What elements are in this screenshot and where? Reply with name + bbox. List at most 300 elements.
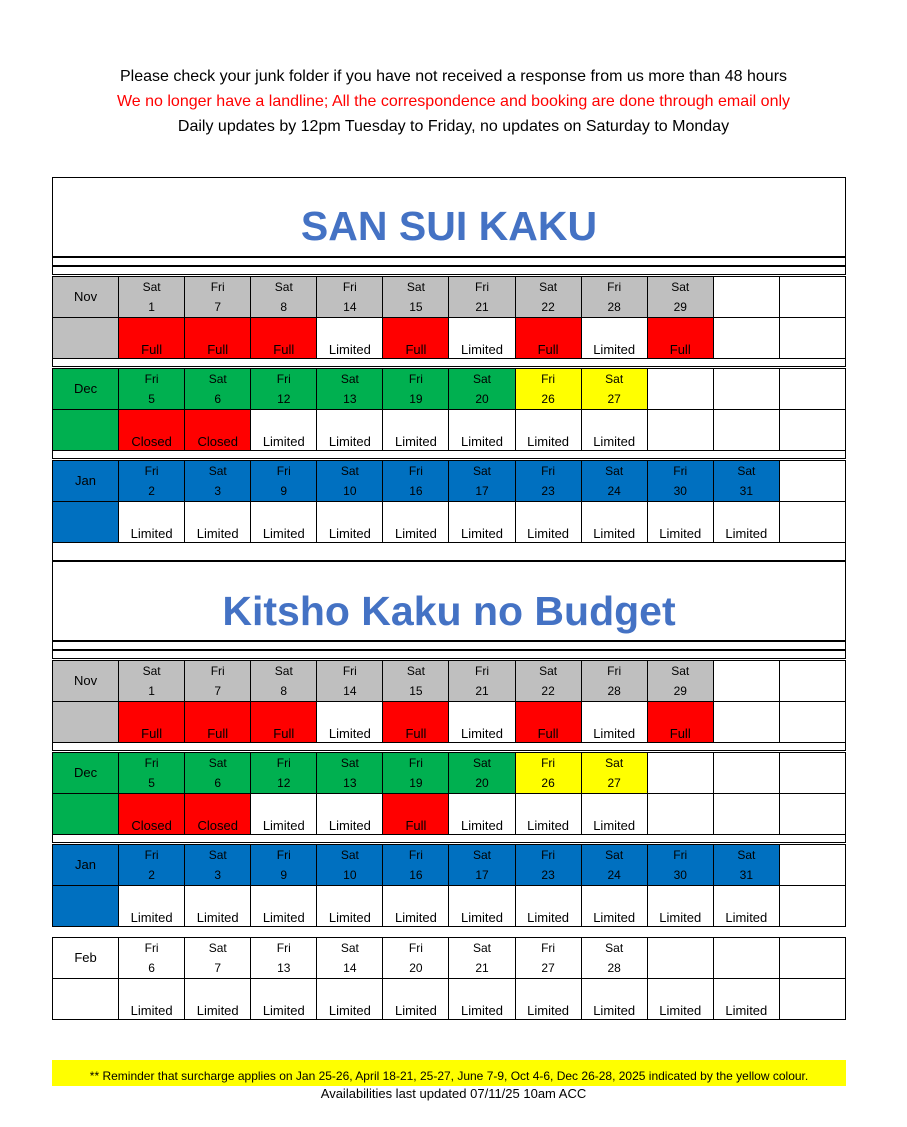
day-of-week: Fri xyxy=(276,756,291,770)
status-cell xyxy=(647,702,713,743)
status-label: Limited xyxy=(593,1003,636,1018)
day-number: 30 xyxy=(673,484,687,498)
status-label: Closed xyxy=(131,434,172,449)
status-label: Limited xyxy=(328,342,371,357)
status-cell xyxy=(119,794,185,835)
empty-cell xyxy=(713,702,779,743)
day-number: 31 xyxy=(739,868,753,882)
status-cell xyxy=(581,979,647,1020)
status-label: Limited xyxy=(461,1003,503,1018)
status-label: Limited xyxy=(461,526,503,541)
status-cell xyxy=(251,410,317,451)
status-label: Limited xyxy=(461,910,503,925)
status-cell xyxy=(449,794,515,835)
status-label: Limited xyxy=(130,910,173,925)
empty-cell xyxy=(779,318,845,359)
status-cell xyxy=(647,318,713,359)
day-number: 20 xyxy=(475,392,489,406)
day-of-week: Sat xyxy=(473,464,492,478)
status-label: Limited xyxy=(593,910,636,925)
status-label: Limited xyxy=(725,1003,768,1018)
day-of-week: Fri xyxy=(408,756,423,770)
section-spacer xyxy=(52,542,846,561)
day-number: 10 xyxy=(343,484,357,498)
date-cell xyxy=(449,753,515,794)
status-label: Limited xyxy=(593,526,636,541)
status-cell xyxy=(119,318,185,359)
day-of-week: Sat xyxy=(340,848,359,862)
status-label: Limited xyxy=(328,434,371,449)
status-label: Limited xyxy=(593,342,636,357)
date-cell xyxy=(185,845,251,886)
day-of-week: Fri xyxy=(144,464,159,478)
day-of-week: Sat xyxy=(605,941,624,955)
day-number: 5 xyxy=(148,776,155,790)
divider xyxy=(52,834,846,843)
date-cell xyxy=(647,461,713,502)
availability-table-kitsho-jan xyxy=(52,844,846,927)
status-label: Limited xyxy=(461,818,503,833)
status-label: Limited xyxy=(262,818,305,833)
availability-table-kitsho-dec xyxy=(52,752,846,835)
day-number: 12 xyxy=(277,392,291,406)
status-label: Limited xyxy=(527,818,570,833)
date-cell xyxy=(449,661,515,702)
day-of-week: Sat xyxy=(208,756,227,770)
date-cell xyxy=(383,369,449,410)
date-cell xyxy=(713,845,779,886)
empty-cell xyxy=(713,410,779,451)
day-number: 23 xyxy=(541,484,555,498)
month-color-cell xyxy=(53,794,119,835)
date-cell xyxy=(185,277,251,318)
empty-cell xyxy=(647,410,713,451)
day-of-week: Fri xyxy=(408,941,423,955)
date-cell xyxy=(185,753,251,794)
status-cell xyxy=(713,502,779,543)
status-label: Full xyxy=(669,726,691,741)
status-cell xyxy=(317,502,383,543)
status-cell xyxy=(713,886,779,927)
day-of-week: Fri xyxy=(541,756,556,770)
status-cell xyxy=(449,318,515,359)
date-cell xyxy=(581,938,647,979)
day-of-week: Sat xyxy=(539,664,558,678)
date-cell xyxy=(713,461,779,502)
day-of-week: Sat xyxy=(671,664,690,678)
status-label: Limited xyxy=(262,526,305,541)
day-of-week: Fri xyxy=(210,280,225,294)
status-cell xyxy=(185,794,251,835)
month-label: Jan xyxy=(53,845,119,886)
day-number: 20 xyxy=(475,776,489,790)
status-label: Limited xyxy=(394,910,437,925)
day-number: 9 xyxy=(280,868,288,882)
date-cell xyxy=(713,938,779,979)
status-label: Full xyxy=(405,726,427,741)
date-cell xyxy=(317,369,383,410)
day-of-week: Fri xyxy=(342,280,357,294)
status-cell xyxy=(383,702,449,743)
availability-table-san-sui-nov xyxy=(52,276,846,359)
day-of-week: Sat xyxy=(208,464,227,478)
status-row xyxy=(53,410,846,451)
status-cell xyxy=(449,979,515,1020)
date-cell xyxy=(383,661,449,702)
status-label: Limited xyxy=(725,910,768,925)
day-of-week: Fri xyxy=(541,848,556,862)
date-row xyxy=(53,661,846,702)
day-of-week: Sat xyxy=(605,756,624,770)
date-cell xyxy=(251,661,317,702)
date-cell xyxy=(449,461,515,502)
date-cell xyxy=(647,938,713,979)
status-label: Closed xyxy=(131,818,172,833)
empty-cell xyxy=(779,794,845,835)
day-number: 19 xyxy=(409,392,423,406)
empty-cell xyxy=(779,661,845,702)
day-number: 27 xyxy=(607,392,621,406)
date-cell xyxy=(515,277,581,318)
status-label: Limited xyxy=(328,526,371,541)
day-number: 6 xyxy=(214,776,222,790)
day-of-week: Fri xyxy=(607,664,622,678)
status-cell xyxy=(317,410,383,451)
day-of-week: Fri xyxy=(276,372,291,386)
day-of-week: Sat xyxy=(274,664,293,678)
status-cell xyxy=(383,979,449,1020)
date-cell xyxy=(317,845,383,886)
status-row xyxy=(53,502,846,543)
date-row xyxy=(53,461,846,502)
empty-cell xyxy=(647,794,713,835)
empty-cell xyxy=(779,938,845,979)
day-of-week: Sat xyxy=(671,280,690,294)
day-number: 14 xyxy=(343,961,357,975)
status-cell xyxy=(317,702,383,743)
status-label: Limited xyxy=(527,526,570,541)
status-label: Limited xyxy=(262,434,305,449)
day-number: 6 xyxy=(148,961,155,975)
last-updated: Availabilities last updated 07/11/25 10am ACC xyxy=(320,1086,587,1101)
date-cell xyxy=(317,277,383,318)
status-label: Limited xyxy=(461,434,503,449)
status-cell xyxy=(383,502,449,543)
status-label: Full xyxy=(273,726,295,741)
date-cell xyxy=(119,461,185,502)
status-cell xyxy=(581,702,647,743)
status-label: Limited xyxy=(196,910,239,925)
day-number: 28 xyxy=(607,684,621,698)
empty-cell xyxy=(779,886,845,927)
status-label: Limited xyxy=(328,910,371,925)
day-of-week: Sat xyxy=(142,664,161,678)
status-label: Limited xyxy=(394,434,437,449)
empty-cell xyxy=(713,277,779,318)
status-row xyxy=(53,702,846,743)
status-cell xyxy=(647,979,713,1020)
status-cell xyxy=(119,886,185,927)
day-of-week: Fri xyxy=(276,941,291,955)
day-of-week: Fri xyxy=(210,664,225,678)
day-of-week: Sat xyxy=(473,756,492,770)
section-title-kitsho-kaku: Kitsho Kaku no Budget xyxy=(52,561,846,641)
day-of-week: Sat xyxy=(274,280,293,294)
date-cell xyxy=(383,938,449,979)
section-title-san-sui-kaku: SAN SUI KAKU xyxy=(52,177,846,257)
day-of-week: Fri xyxy=(475,280,489,294)
day-number: 17 xyxy=(475,868,489,882)
status-cell xyxy=(251,886,317,927)
date-cell xyxy=(581,753,647,794)
day-of-week: Fri xyxy=(475,664,489,678)
date-cell xyxy=(317,753,383,794)
date-cell xyxy=(449,369,515,410)
day-of-week: Fri xyxy=(276,464,291,478)
day-of-week: Sat xyxy=(473,372,492,386)
day-of-week: Fri xyxy=(144,372,159,386)
day-number: 30 xyxy=(673,868,687,882)
status-label: Full xyxy=(141,726,163,741)
date-cell xyxy=(317,938,383,979)
date-cell xyxy=(383,461,449,502)
date-cell xyxy=(317,661,383,702)
status-cell xyxy=(515,702,581,743)
day-of-week: Sat xyxy=(605,372,624,386)
day-number: 16 xyxy=(409,484,423,498)
day-number: 7 xyxy=(214,684,222,698)
status-row xyxy=(53,794,846,835)
status-label: Limited xyxy=(527,1003,570,1018)
surcharge-reminder: ** Reminder that surcharge applies on Jan 25-26, April 18-21, 25-27, June 7-9, Oct 4-6, Dec 26-28, 2025 indicated by the yellow colour. xyxy=(52,1060,846,1086)
status-cell xyxy=(581,794,647,835)
month-color-cell xyxy=(53,502,119,543)
divider xyxy=(52,266,846,275)
status-cell xyxy=(251,979,317,1020)
status-label: Limited xyxy=(593,434,636,449)
status-label: Closed xyxy=(197,818,238,833)
status-cell xyxy=(251,702,317,743)
day-number: 19 xyxy=(409,776,423,790)
day-of-week: Sat xyxy=(208,941,227,955)
empty-cell xyxy=(779,277,845,318)
availability-table-san-sui-jan xyxy=(52,460,846,543)
status-cell xyxy=(119,410,185,451)
no-landline-notice: We no longer have a landline; All the correspondence and booking are done through email only xyxy=(116,93,791,110)
empty-cell xyxy=(647,753,713,794)
status-cell xyxy=(317,318,383,359)
status-label: Full xyxy=(537,342,559,357)
status-label: Limited xyxy=(659,526,702,541)
status-cell xyxy=(317,886,383,927)
day-number: 10 xyxy=(343,868,357,882)
status-row xyxy=(53,318,846,359)
day-number: 17 xyxy=(475,484,489,498)
day-number: 5 xyxy=(148,392,155,406)
day-number: 24 xyxy=(607,484,621,498)
day-number: 3 xyxy=(214,484,222,498)
empty-cell xyxy=(779,702,845,743)
date-cell xyxy=(251,938,317,979)
day-number: 26 xyxy=(541,776,555,790)
day-of-week: Fri xyxy=(673,464,688,478)
status-cell xyxy=(515,979,581,1020)
month-label: Feb xyxy=(53,938,119,979)
status-cell xyxy=(119,979,185,1020)
status-cell xyxy=(251,502,317,543)
day-of-week: Sat xyxy=(208,848,227,862)
day-number: 8 xyxy=(280,300,288,314)
status-label: Limited xyxy=(196,526,239,541)
status-label: Limited xyxy=(328,818,371,833)
day-number: 2 xyxy=(148,868,155,882)
day-number: 13 xyxy=(277,961,291,975)
empty-cell xyxy=(647,369,713,410)
date-row xyxy=(53,938,846,979)
day-number: 21 xyxy=(475,961,489,975)
empty-cell xyxy=(779,410,845,451)
status-label: Full xyxy=(405,818,427,833)
month-label: Nov xyxy=(53,277,119,318)
day-number: 1 xyxy=(148,300,155,314)
date-cell xyxy=(515,461,581,502)
day-of-week: Sat xyxy=(340,464,359,478)
empty-cell xyxy=(713,661,779,702)
divider xyxy=(52,641,846,650)
date-cell xyxy=(317,461,383,502)
day-of-week: Sat xyxy=(539,280,558,294)
status-cell xyxy=(383,410,449,451)
day-of-week: Sat xyxy=(208,372,227,386)
day-of-week: Sat xyxy=(605,848,624,862)
day-number: 12 xyxy=(277,776,291,790)
status-cell xyxy=(515,794,581,835)
empty-cell xyxy=(779,461,845,502)
day-number: 13 xyxy=(343,392,357,406)
status-label: Limited xyxy=(527,434,570,449)
status-label: Limited xyxy=(527,910,570,925)
status-cell xyxy=(581,410,647,451)
day-of-week: Fri xyxy=(607,280,622,294)
status-label: Limited xyxy=(461,726,503,741)
month-label: Jan xyxy=(53,461,119,502)
availability-table-san-sui-dec xyxy=(52,368,846,451)
status-cell xyxy=(515,502,581,543)
divider xyxy=(52,650,846,659)
day-number: 27 xyxy=(607,776,621,790)
date-cell xyxy=(647,661,713,702)
month-color-cell xyxy=(53,979,119,1020)
day-number: 9 xyxy=(280,484,288,498)
date-cell xyxy=(515,938,581,979)
status-cell xyxy=(185,886,251,927)
daily-updates-notice: Daily updates by 12pm Tuesday to Friday, no updates on Saturday to Monday xyxy=(177,118,730,135)
day-of-week: Sat xyxy=(340,756,359,770)
status-cell xyxy=(581,886,647,927)
status-label: Limited xyxy=(394,526,437,541)
status-label: Limited xyxy=(196,1003,239,1018)
date-cell xyxy=(119,753,185,794)
status-cell xyxy=(449,886,515,927)
day-of-week: Fri xyxy=(408,372,423,386)
day-of-week: Fri xyxy=(144,756,159,770)
status-label: Limited xyxy=(394,1003,437,1018)
date-cell xyxy=(251,369,317,410)
day-number: 13 xyxy=(343,776,357,790)
day-of-week: Fri xyxy=(541,372,556,386)
status-cell xyxy=(185,702,251,743)
month-label: Nov xyxy=(53,661,119,702)
status-cell xyxy=(449,410,515,451)
date-cell xyxy=(185,938,251,979)
empty-cell xyxy=(713,318,779,359)
status-cell xyxy=(581,318,647,359)
status-label: Limited xyxy=(659,910,702,925)
day-of-week: Sat xyxy=(605,464,624,478)
day-of-week: Sat xyxy=(340,372,359,386)
status-cell xyxy=(119,702,185,743)
status-row xyxy=(53,886,846,927)
day-number: 29 xyxy=(673,684,687,698)
day-number: 26 xyxy=(541,392,555,406)
date-cell xyxy=(251,277,317,318)
date-cell xyxy=(251,845,317,886)
date-cell xyxy=(383,753,449,794)
date-cell xyxy=(185,661,251,702)
status-label: Limited xyxy=(461,342,503,357)
day-of-week: Sat xyxy=(406,280,425,294)
empty-cell xyxy=(779,979,845,1020)
date-cell xyxy=(449,938,515,979)
day-number: 16 xyxy=(409,868,423,882)
date-cell xyxy=(251,753,317,794)
status-label: Limited xyxy=(593,818,636,833)
status-cell xyxy=(185,502,251,543)
day-number: 14 xyxy=(343,300,357,314)
status-label: Limited xyxy=(262,910,305,925)
date-cell xyxy=(449,845,515,886)
status-label: Limited xyxy=(130,526,173,541)
date-cell xyxy=(119,938,185,979)
day-number: 14 xyxy=(343,684,357,698)
date-cell xyxy=(251,461,317,502)
day-number: 1 xyxy=(148,684,155,698)
divider xyxy=(52,257,846,266)
day-number: 27 xyxy=(541,961,555,975)
status-cell xyxy=(449,502,515,543)
day-number: 23 xyxy=(541,868,555,882)
day-of-week: Fri xyxy=(144,941,159,955)
status-label: Limited xyxy=(659,1003,702,1018)
date-row xyxy=(53,277,846,318)
date-cell xyxy=(119,369,185,410)
day-number: 22 xyxy=(541,300,555,314)
day-of-week: Sat xyxy=(340,941,359,955)
date-cell xyxy=(449,277,515,318)
day-of-week: Sat xyxy=(473,941,492,955)
day-number: 7 xyxy=(214,961,222,975)
empty-cell xyxy=(779,753,845,794)
day-of-week: Fri xyxy=(408,848,423,862)
status-label: Full xyxy=(669,342,691,357)
day-of-week: Fri xyxy=(541,464,556,478)
date-cell xyxy=(119,845,185,886)
status-cell xyxy=(185,318,251,359)
status-label: Full xyxy=(207,726,229,741)
date-cell xyxy=(185,461,251,502)
date-cell xyxy=(515,753,581,794)
status-cell xyxy=(383,318,449,359)
